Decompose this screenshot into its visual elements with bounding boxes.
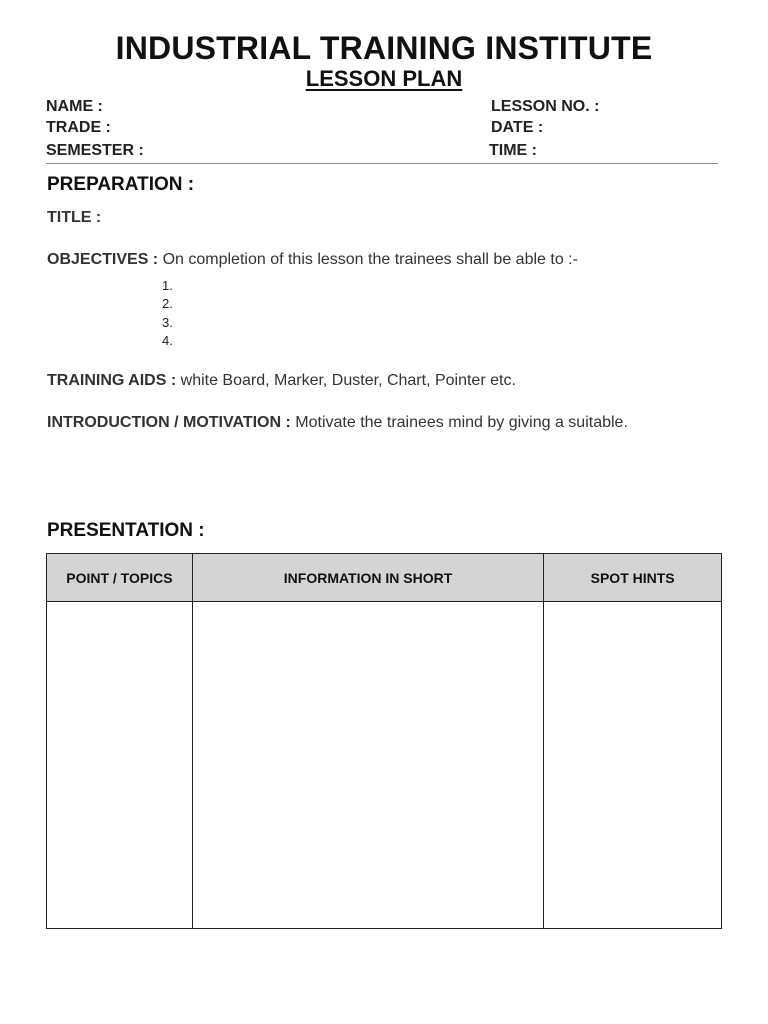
- objective-item: 3.: [162, 314, 173, 330]
- objectives-line: [47, 251, 578, 269]
- header-divider: [46, 163, 718, 164]
- spot-hints-cell: [544, 602, 722, 929]
- table-header-row: [47, 554, 722, 602]
- lesson-plan-label: LESSON PLAN: [305, 66, 463, 91]
- objective-item: 1.: [162, 278, 173, 293]
- objective-item: 2.: [162, 296, 173, 312]
- lesson-no-label: LESSON NO. :: [491, 98, 600, 115]
- page-title: INDUSTRIAL TRAINING INSTITUTE: [115, 30, 653, 66]
- introduction-line: [47, 414, 628, 432]
- objectives-list: [162, 277, 173, 350]
- preparation-heading: PREPARATION :: [47, 174, 195, 195]
- presentation-table: [46, 553, 722, 929]
- point-topics-cell: [47, 602, 193, 929]
- semester-label: SEMESTER :: [46, 142, 144, 159]
- column-header-point-topics: POINT / TOPICS: [47, 554, 193, 602]
- name-label: NAME :: [46, 98, 103, 115]
- trade-label: TRADE :: [46, 119, 111, 136]
- date-label: DATE :: [491, 119, 544, 136]
- training-aids-label: TRAINING AIDS :: [47, 372, 177, 389]
- title-label: TITLE :: [47, 209, 102, 226]
- time-label: TIME :: [489, 142, 537, 159]
- training-aids-text: white Board, Marker, Duster, Chart, Pointer etc.: [176, 372, 516, 389]
- objective-item: 4.: [162, 332, 173, 348]
- objectives-label: OBJECTIVES :: [47, 251, 159, 268]
- page-subtitle: [0, 66, 768, 92]
- training-aids-line: [47, 372, 516, 390]
- introduction-label: INTRODUCTION / MOTIVATION :: [47, 414, 291, 431]
- presentation-heading: PRESENTATION :: [47, 520, 205, 541]
- table-row: [47, 602, 722, 929]
- information-cell: [192, 602, 543, 929]
- introduction-text: Motivate the trainees mind by giving a suitable.: [290, 414, 628, 431]
- column-header-information: INFORMATION IN SHORT: [192, 554, 543, 602]
- title-line: [47, 209, 101, 227]
- objectives-text: On completion of this lesson the trainees shall be able to :-: [158, 251, 578, 268]
- column-header-spot-hints: SPOT HINTS: [544, 554, 722, 602]
